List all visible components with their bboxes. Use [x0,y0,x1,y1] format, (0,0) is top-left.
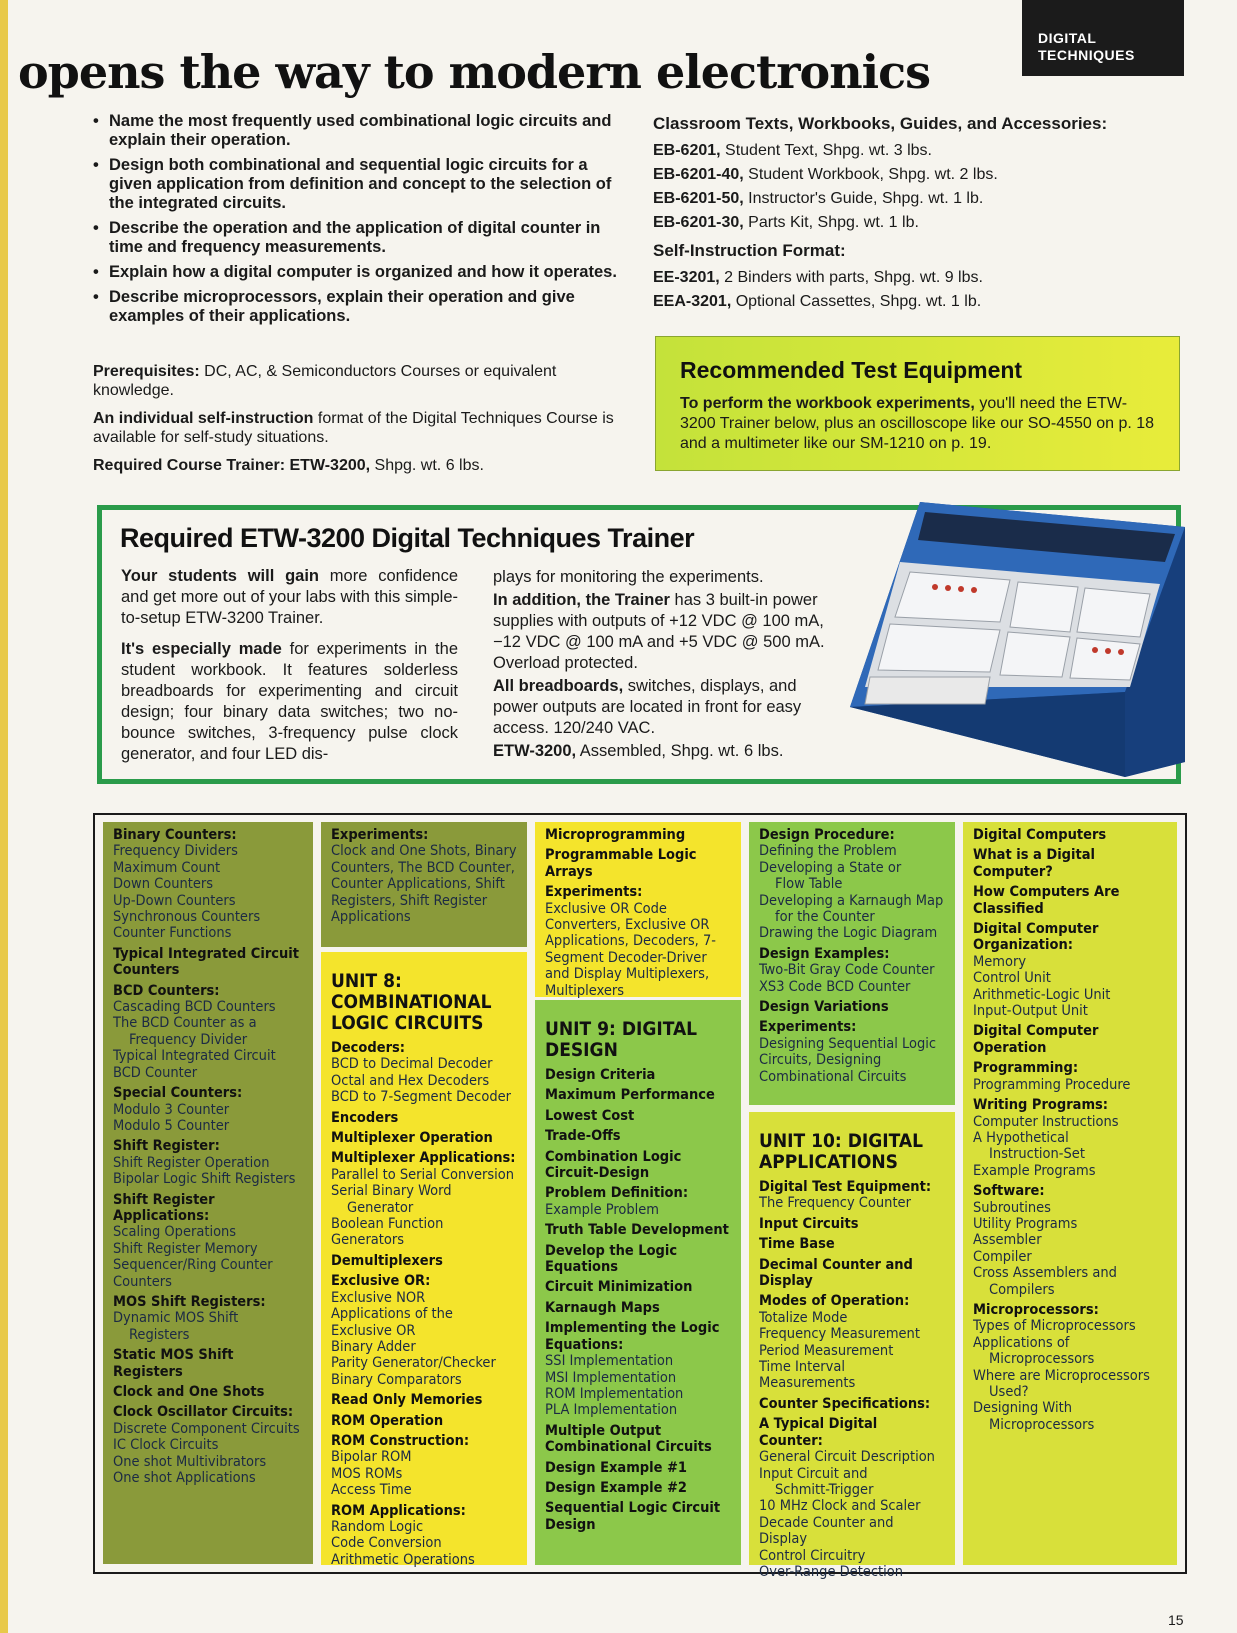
topic-item: Control Unit [973,970,1051,987]
topic-heading: Programming: [973,1060,1079,1077]
topic-item: Defining the Problem [759,843,897,860]
topic-heading: Develop the Logic Equations [545,1242,678,1276]
topic-heading: Programmable Logic Arrays [545,847,697,880]
topic-heading: Encoders [331,1109,399,1126]
topic-item: Sequencer/Ring Counter [113,1257,273,1274]
topic-heading: Binary Counters: [113,827,237,843]
topic-item: Microprocessors [989,1416,1095,1433]
topic-heading: Design Example #2 [545,1479,688,1496]
trainer-text: switches, displays, and power outputs are located in front for easy access. 120/240 VAC. [493,677,802,737]
topic-heading: Problem Definition: [545,1185,689,1202]
topic-heading: Read Only Memories [331,1392,483,1409]
page-number: 15 [1168,1612,1184,1628]
topic-heading: Design Example #1 [545,1459,688,1476]
self-format-item [653,269,1173,286]
classroom-item [653,166,1173,183]
topic-item: Types of Microprocessors [973,1318,1136,1335]
topic-item: Typical Integrated Circuit [113,1048,276,1065]
topic-item: Designing Sequential Logic Circuits, Designing Combinational Circuits [759,1035,937,1085]
topic-heading: BCD Counters: [113,982,220,999]
topic-item: Shift Register Memory [113,1240,258,1257]
self-format-heading: Self-Instruction Format: [653,241,846,260]
topic-item: The BCD Counter as a [113,1015,257,1032]
topic-item: Up-Down Counters [113,892,236,909]
trainer-lead: In addition, the Trainer [493,591,670,609]
topic-item: ROM Implementation [545,1385,684,1402]
topic-item: Developing a Karnaugh Map [759,892,944,909]
topic-heading: Clock and One Shots [113,1384,265,1400]
topic-item: Over-Range Detection [759,1563,903,1580]
topic-item: Bipolar Logic Shift Registers [113,1171,296,1188]
topic-item: General Circuit Description [759,1449,935,1466]
topic-item: PLA Implementation [545,1402,678,1419]
badge-line-2: TECHNIQUES [1038,47,1135,63]
topic-heading: Time Base [759,1236,835,1253]
topic-item: One shot Applications [113,1470,256,1487]
topic-item: Cascading BCD Counters [113,999,276,1016]
item-desc: Parts Kit, Shpg. wt. 1 lb. [743,214,919,231]
topic-item: Registers [129,1326,190,1343]
topic-heading: Truth Table Development [545,1222,729,1239]
topic-item: Control Circuitry [759,1547,866,1564]
topic-item: Discrete Component Circuits [113,1420,300,1437]
topic-item: Synchronous Counters [113,909,261,926]
topic-heading: Static MOS Shift Registers [113,1347,234,1380]
required-trainer-text: Shpg. wt. 6 lbs. [370,457,484,474]
topic-item: Arithmetic Operations [331,1551,475,1568]
topic-item: Computer Instructions [973,1113,1119,1130]
objectives-list [93,112,628,332]
topic-item: Cross Assemblers and [973,1265,1117,1282]
topic-item: Example Problem [545,1201,660,1218]
trainer-lead: All breadboards, [493,677,624,695]
topic-item: Dynamic MOS Shift [113,1310,239,1327]
topic-heading: A Typical Digital Counter: [759,1416,878,1449]
outline-block-unit-9 [535,1000,741,1565]
topic-item: Binary Comparators [331,1371,462,1388]
topic-heading: Special Counters: [113,1085,243,1102]
rte-body [680,394,1155,454]
trainer-lead: It's especially made [121,640,282,658]
item-code: EB-6201-50, [653,190,744,207]
item-desc: Student Text, Shpg. wt. 3 lbs. [720,142,932,159]
trainer-device-image [840,492,1195,782]
topic-item: XS3 Code BCD Counter [759,978,911,995]
topic-item: Modulo 3 Counter [113,1101,230,1118]
topic-heading: Software: [973,1183,1045,1200]
topic-item: SSI Implementation [545,1353,674,1370]
outline-column-binary-counters [103,822,313,1564]
topic-item: Modulo 5 Counter [113,1117,230,1134]
item-code: EB-6201-40, [653,166,744,183]
topic-item: Memory [973,953,1027,970]
topic-item: Two-Bit Gray Code Counter [759,962,935,979]
topic-item: Developing a State or [759,859,902,876]
trainer-lead: Your students will gain [121,567,320,585]
topic-heading: MOS Shift Registers: [113,1293,266,1310]
topic-heading: Exclusive OR: [331,1273,431,1290]
topic-heading: Digital Test Equipment: [759,1179,932,1195]
topic-heading: Trade-Offs [545,1128,621,1145]
topic-item: Parallel to Serial Conversion [331,1166,515,1183]
objective-item: • Name the most frequently used combinational logic circuits and explain their operation. [93,112,628,150]
topic-item: Designing With [973,1400,1072,1417]
trainer-para [121,639,458,765]
topic-item: Utility Programs [973,1215,1078,1232]
classroom-heading: Classroom Texts, Workbooks, Guides, and Accessories: [653,114,1108,133]
trainer-title: Required ETW-3200 Digital Techniques Trainer [120,523,695,553]
topic-item: Access Time [331,1482,412,1499]
topic-item: Scaling Operations [113,1224,237,1241]
topic-item: Clock and One Shots, Binary Counters, The BCD Counter, Counter Applications, Shift Registers, Shift Register Applications [331,843,517,926]
rte-text: you'll need the ETW-3200 Trainer below, plus an oscilloscope like our SO-4550 on p. 18 and a multimeter like our SM-1210 on p. 19. [680,395,1155,452]
topic-heading: Experiments: [545,884,643,901]
objective-item: • Describe the operation and the application of digital counter in time and frequency measurements. [93,219,628,257]
topic-heading: Combination Logic Circuit-Design [545,1148,682,1182]
self-instruction-label: An individual self-instruction [93,410,314,427]
topic-heading: Digital Computers [973,827,1107,843]
self-instruction-text: format of the Digital Techniques Course is available for self-study situations. [93,410,614,446]
topic-item: MOS ROMs [331,1465,403,1482]
topic-heading: Experiments: [331,827,429,843]
topic-item: Bipolar ROM [331,1449,412,1466]
topic-item: Down Counters [113,876,214,893]
topic-heading: Design Variations [759,999,889,1016]
topic-item: Example Programs [973,1162,1096,1179]
topic-heading: Design Procedure: [759,827,895,843]
topic-heading: Clock Oscillator Circuits: [113,1404,294,1421]
required-trainer [93,456,628,475]
required-trainer-label: Required Course Trainer: ETW-3200, [93,457,371,474]
topic-heading: Shift Register Applications: [113,1191,215,1224]
unit-heading: UNIT 9: DIGITAL DESIGN [545,1018,698,1061]
topic-item: Where are Microprocessors [973,1367,1150,1384]
topic-item: Compilers [989,1281,1055,1298]
topic-item: Octal and Hex Decoders [331,1072,490,1089]
topic-heading: Decoders: [331,1040,405,1056]
topic-item: Shift Register Operation [113,1154,270,1171]
item-desc: Optional Cassettes, Shpg. wt. 1 lb. [731,293,982,310]
ordering-info [653,114,1173,317]
topic-heading: ROM Construction: [331,1432,470,1449]
trainer-column-2 [493,567,833,772]
topic-heading: Lowest Cost [545,1107,635,1124]
topic-item: Microprocessors [989,1351,1095,1368]
topic-item: Random Logic [331,1518,424,1535]
headline: opens the way to modern electronics [18,45,931,99]
item-code: EE-3201, [653,269,720,286]
item-code: EEA-3201, [653,293,732,310]
classroom-item [653,142,1173,159]
topic-heading: Typical Integrated Circuit Counters [113,945,299,979]
topic-item: Input Circuit and [759,1465,868,1482]
objective-item: • Describe microprocessors, explain their operation and give examples of their applications. [93,288,628,326]
outline-column-digital-computers [963,822,1177,1565]
item-code: EB-6201, [653,142,721,159]
topic-item: Exclusive OR [331,1322,416,1339]
rte-title: Recommended Test Equipment [680,357,1023,383]
topic-heading: Counter Specifications: [759,1395,931,1412]
topic-item: Totalize Mode [759,1309,848,1326]
outline-block-unit-8 [321,952,527,1568]
objective-item: • Design both combinational and sequential logic circuits for a given application from definition and concept to the selection of the integrated circuits. [93,156,628,213]
topic-item: Maximum Count [113,859,221,876]
topic-heading: Shift Register: [113,1138,220,1155]
trainer-para [493,741,833,762]
trainer-text: Assembled, Shpg. wt. 6 lbs. [576,742,784,760]
topic-item: Time Interval Measurements [759,1359,856,1392]
topic-item: One shot Multivibrators [113,1453,267,1470]
trainer-text: has 3 built-in power supplies with outputs of +12 VDC @ 100 mA, −12 VDC @ 100 mA and +5 VDC @ 500 mA. Overload protected. [493,591,825,672]
topic-item: Arithmetic-Logic Unit [973,986,1111,1003]
topic-heading: Multiple Output Combinational Circuits [545,1422,712,1456]
unit-heading: UNIT 10: DIGITAL APPLICATIONS [759,1130,923,1173]
topic-item: Frequency Divider [129,1031,248,1048]
trainer-para: plays for monitoring the experiments. [493,568,764,586]
outline-block-unit-10 [749,1112,955,1580]
topic-heading: Experiments: [759,1019,857,1036]
topic-item: Used? [989,1384,1029,1400]
classroom-item [653,214,1173,231]
item-desc: Instructor's Guide, Shpg. wt. 1 lb. [743,190,984,207]
unit-heading: UNIT 8: COMBINATIONAL LOGIC CIRCUITS [331,970,492,1034]
outline-block-design-procedure [749,822,955,1105]
topic-item: Boolean Function Generators [331,1216,444,1249]
objective-item: • Explain how a digital computer is organized and how it operates. [93,263,628,282]
item-desc: Student Workbook, Shpg. wt. 2 lbs. [743,166,998,183]
trainer-lead: ETW-3200, [493,742,577,760]
topic-item: BCD to Decimal Decoder [331,1056,493,1073]
trainer-text: for experiments in the student workbook. It features solderless breadboards for experimenting and circuit design; four binary data switches; two no-bounce switches, 3-frequency pulse clock generator, and four LED dis- [121,640,458,763]
item-desc: 2 Binders with parts, Shpg. wt. 9 lbs. [719,269,983,286]
topic-item: Decade Counter and Display [759,1514,894,1548]
topic-heading: What is a Digital Computer? [973,847,1095,880]
topic-item: Frequency Dividers [113,843,238,860]
outline-block-microprogramming [535,822,741,997]
topic-item: IC Clock Circuits [113,1437,219,1454]
topic-item: Exclusive OR Code Converters, Exclusive OR Applications, Decoders, 7-Segment Decoder-Driver and Display Multiplexers, Multiplexers [545,900,716,999]
topic-item: Parity Generator/Checker [331,1355,496,1372]
topic-item: Serial Binary Word [331,1183,452,1200]
item-code: EB-6201-30, [653,214,744,231]
topic-item: 10 MHz Clock and Scaler [759,1498,921,1515]
topic-heading: Design Examples: [759,945,890,962]
outline-block-experiments-unit7 [321,822,527,947]
topic-heading: Microprocessors: [973,1301,1099,1318]
prerequisites-text: DC, AC, & Semiconductors Courses or equivalent knowledge. [93,363,557,399]
topic-heading: Design Criteria [545,1067,656,1083]
topic-heading: Digital Computer Operation [973,1023,1099,1056]
topic-heading: ROM Applications: [331,1502,466,1519]
topic-item: Binary Adder [331,1338,416,1355]
topic-heading: Karnaugh Maps [545,1299,660,1316]
topic-item: Counter Functions [113,925,232,942]
topic-item: Subroutines [973,1199,1051,1216]
topic-heading: Implementing the Logic Equations: [545,1320,720,1353]
topic-item: A Hypothetical [973,1129,1069,1146]
topic-item: Applications of the [331,1306,453,1323]
topic-heading: Maximum Performance [545,1087,715,1104]
topic-item: Input-Output Unit [973,1003,1088,1020]
page-spine [0,0,8,1633]
topic-item: Period Measurement [759,1342,894,1359]
topic-heading: How Computers Are Classified [973,884,1120,917]
prerequisites [93,362,628,400]
topic-heading: Sequential Logic Circuit Design [545,1500,721,1533]
topic-item: Counters [113,1273,172,1290]
prerequisites-label: Prerequisites: [93,363,200,380]
topic-item: The Frequency Counter [759,1195,911,1212]
topic-heading: Circuit Minimization [545,1279,693,1296]
trainer-text: more confidence and get more out of your labs with this simple-to-setup ETW-3200 Trainer. [121,567,459,627]
self-format-item [653,293,1173,310]
topic-item: BCD Counter [113,1064,198,1081]
topic-heading: Microprogramming [545,827,686,843]
classroom-item [653,190,1173,207]
topic-item: Schmitt-Trigger [775,1481,874,1498]
topic-heading: Demultiplexers [331,1252,443,1269]
topic-heading: ROM Operation [331,1412,444,1429]
topic-item: MSI Implementation [545,1369,677,1386]
topic-item: Generator [347,1199,414,1216]
topic-heading: Multiplexer Applications: [331,1150,516,1167]
self-instruction-note [93,409,628,447]
topic-item: Compiler [973,1248,1032,1265]
badge-line-1: DIGITAL [1038,30,1097,46]
rte-lead: To perform the workbook experiments, [680,395,975,412]
trainer-column-1 [121,566,458,775]
topic-item: BCD to 7-Segment Decoder [331,1089,511,1106]
topic-item: Assembler [973,1232,1042,1249]
topic-item: Programming Procedure [973,1076,1131,1093]
recommended-test-equipment-box [655,336,1180,471]
trainer-para [493,590,833,674]
section-badge [1022,0,1184,76]
topic-item: for the Counter [775,909,875,926]
topic-item: Exclusive NOR [331,1289,426,1306]
topic-heading: Modes of Operation: [759,1293,910,1310]
topic-heading: Digital Computer Organization: [973,921,1099,954]
trainer-para [493,676,833,739]
topic-heading: Writing Programs: [973,1097,1109,1114]
topic-item: Applications of [973,1334,1070,1351]
topic-item: Instruction-Set [989,1146,1085,1163]
topic-item: Frequency Measurement [759,1326,920,1343]
topic-item: Flow Table [775,876,843,893]
topic-heading: Input Circuits [759,1215,859,1232]
trainer-para [121,566,458,629]
topic-heading: Decimal Counter and Display [759,1256,913,1290]
topic-heading: Multiplexer Operation [331,1130,493,1147]
topic-item: Code Conversion [331,1535,442,1552]
topic-item: Drawing the Logic Diagram [759,925,938,942]
